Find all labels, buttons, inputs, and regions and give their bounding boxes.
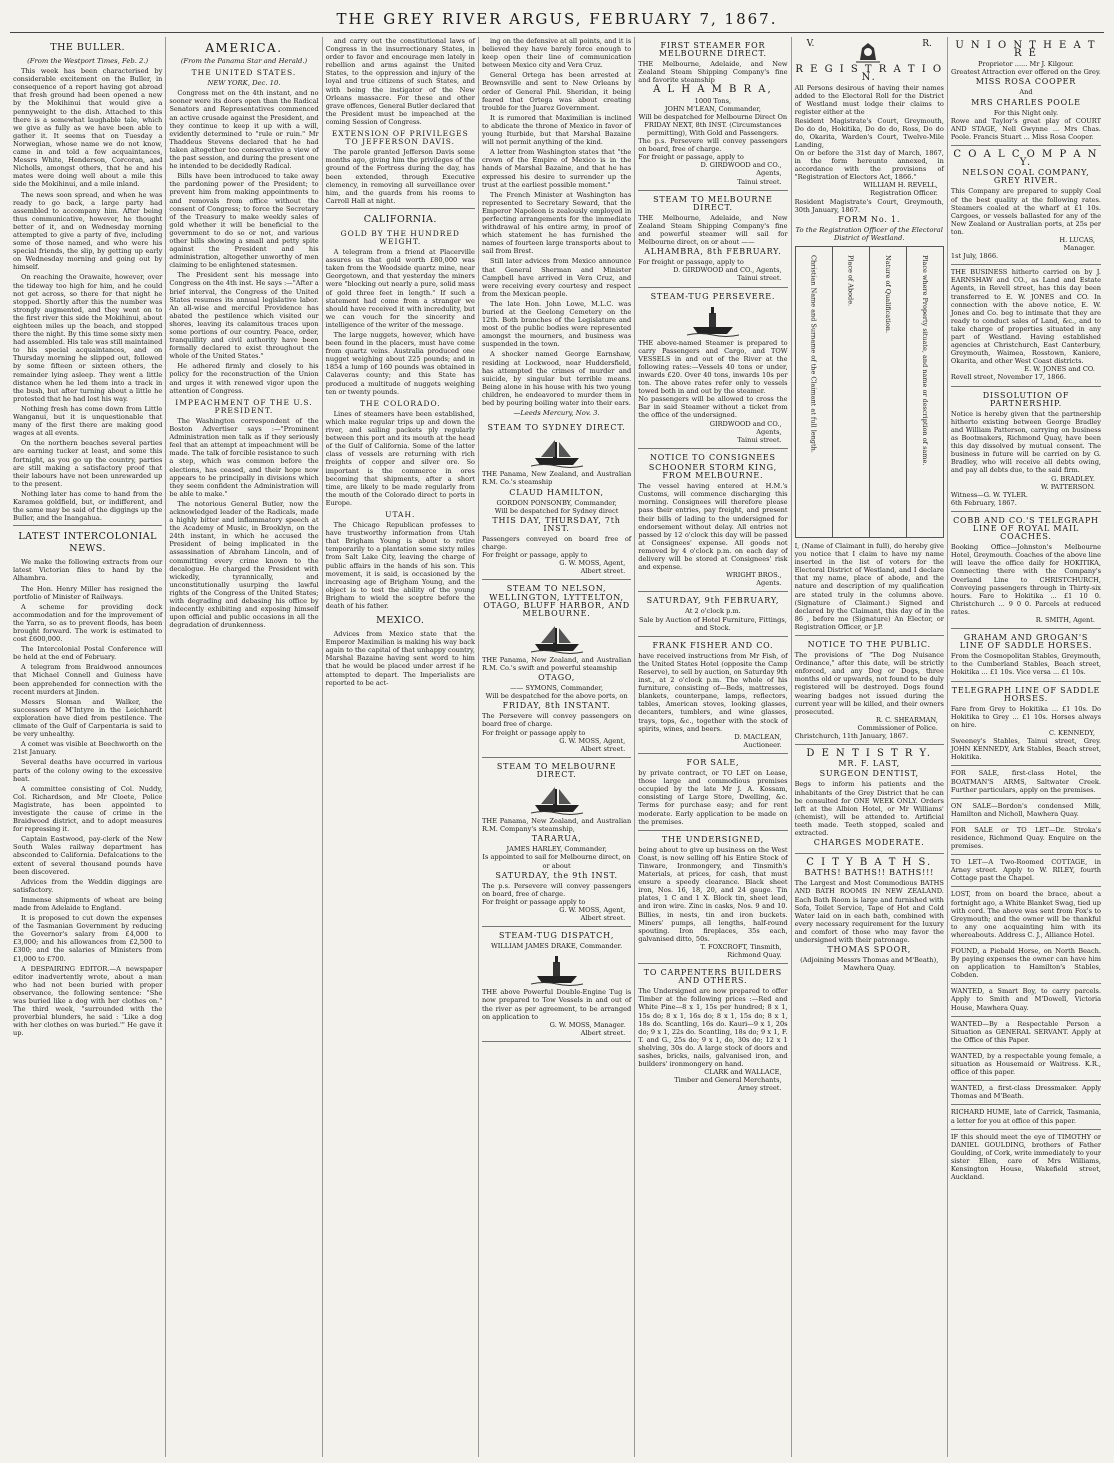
ad-address: Albert street. xyxy=(580,914,626,923)
ad-date: Christchurch, 11th January, 1867. xyxy=(794,732,909,741)
ad-body: The Undersigned are now prepared to offer Timber at the following prices :—Red and White Pine—8 x 1, 15s per hundred; 8 x 1, 15s do; 8 x 1, 16s do; 8 x 1, 15s do; 8 x 1, 18s do. Scantling, 16s do. Kauri—9 x 1, 20s do; 9 x 1, 22s do. Scantling, 18s do; 9 x 1, F. T. and G., 25s do; 9 x 1, do, 30s do; 12 x 1 shelving, 30s do. A large stock of doors and sashes, bricks, nails, galvanised iron, and builders' ironmongery on hand. xyxy=(638,987,788,1069)
classified-text: TO LET—A Two-Roomed COTTAGE, in Arney street. Apply to W. RILEY, fourth Cottage past the Chapel. xyxy=(950,858,1102,883)
ship-master: JAMES HARLEY, Commander, xyxy=(506,845,607,854)
ad-title: NOTICE TO THE PUBLIC. xyxy=(807,640,931,649)
ad-contact: For freight or passage apply to xyxy=(481,897,586,906)
tugboat-icon xyxy=(687,303,739,337)
classified-text: ON SALE—Bordon's condensed Milk, Hamilton and Nicholl, Mawhera Quay. xyxy=(950,801,1102,818)
ad-title: STEAM TO MELBOURNE DIRECT. xyxy=(653,194,773,212)
ad-title: STEAM TO MELBOURNE DIRECT. xyxy=(496,761,617,779)
ad-title: DISSOLUTION OF PARTNERSHIP. xyxy=(982,390,1070,408)
ad-role: Commissioner of Police. xyxy=(857,723,938,732)
royal-crest-icon xyxy=(853,40,883,64)
ad-subtitle: NELSON COAL COMPANY, GREY RIVER. xyxy=(962,168,1090,186)
article-paragraph: The Chicago Republican professes to have trustworthy information from Utah that Brigham Young is about to retire temporarily to a plantation some sixty miles from Salt Lake City, leaving the charge of public affairs in the hands of his son. This movement, it is said, is occasioned by the increasing age of Brigham Young, and the object is to test the ability of the young Brigham to wield the sceptre before the death of his father. xyxy=(325,521,475,610)
ad-address: (Adjoining Messrs Thomas and M'Beath), Mawhera Quay. xyxy=(800,956,939,973)
article-paragraph: The large nuggets, however, which have been found in the placers, must have come from quartz veins. Australia produced one nugget weighing about 225 pounds; and in 1854 a lump of 160 pounds was obtained in Calaveras county; and this State has produced a multitude of nuggets weighing ten or twenty pounds. xyxy=(325,331,475,396)
classified-ad xyxy=(951,799,1101,823)
ad-body: From the Cosmopolitan Stables, Greymouth, to the Cumberland Stables, Beach street, Hokitika ... £1 10s. Vice versa ... £1 10s. xyxy=(950,652,1102,677)
article-paragraph: The news soon spread, and when he was ready to go back, a large party had assembled to accompany him. After being thus communicative, however, he thought better of it, and on Wednesday morning attempted to give a party of five, including some of those named, and who were his special friends, the slip, by getting up early on Wednesday morning and going out by himself. xyxy=(13,190,163,272)
article-paragraph: A shocker named George Earnshaw, residing at Lockwood, near Huddersfield, has attempted the crimes of murder and suicide, by singular but terrible means. Being alone in his house with his two young children, he endeavored to murder them in bed by pouring boiling water into their ears. xyxy=(481,350,632,408)
ad-registration xyxy=(795,37,944,636)
ad-cobb-coaches xyxy=(951,512,1101,629)
ad-body: Fare from Grey to Hokitika ... £1 10s. Do Hokitika to Grey ... £1 10s. Horses always on hire. xyxy=(950,704,1102,729)
ship-master: WILLIAM JAMES DRAKE, Commander. xyxy=(490,942,623,951)
heading-mexico: MEXICO. xyxy=(376,615,425,627)
ad-title: NOTICE TO CONSIGNEES xyxy=(649,452,776,462)
sailing-date: ALHAMBRA, 8th FEBRUARY. xyxy=(644,247,782,257)
ad-title: STEAM TO SYDNEY DIRECT. xyxy=(487,423,626,433)
classified-ad xyxy=(951,766,1101,798)
ad-signature: THOMAS SPOOR, xyxy=(827,945,912,955)
classified-ad xyxy=(951,823,1101,855)
form-column-header: Place where Property situate, and name or description of same. xyxy=(920,254,929,466)
ad-contact: For freight or passage apply to xyxy=(481,728,586,737)
article-paragraph: The President sent his message into Congress on the 4th inst. He says :—"After a brief interval, the Congress of the United States resumes its annual legislative labor. An all-wise and merciful Providence has abated the pestilence which visited our shores, leaving its calamitous traces upon some portions of our country. Peace, order, tranquillity and civil authority have been formally declared to exist throughout the whole of the United States." xyxy=(169,271,319,361)
ad-timber xyxy=(638,964,787,1096)
classified-text: FOR SALE or TO LET—Dr. Stroka's residence, Richmond Quay. Enquire on the premises. xyxy=(950,825,1102,851)
ad-role: Auctioneer. xyxy=(743,740,782,749)
ad-address: Sweeney's Stables, Tainui street, Grey. JOHN KENNEDY, Ark Stables, Beach street, Hokitika. xyxy=(950,737,1102,762)
article-paragraph: A committee consisting of Col. Nuddy, Col. Richardson, and Mr Cloete, Police Magistrate, has been appointed to investigate the cause of crime in the Braidwood district, and to adopt measures for repressing it. xyxy=(13,784,163,834)
classified-ad xyxy=(951,887,1101,944)
ad-agent: CLARK and WALLACE, xyxy=(704,1068,782,1077)
classified-text: RICHARD HUME, late of Carrick, Tasmania, a letter for you at office of this paper. xyxy=(950,1108,1102,1125)
ad-signature: C. KENNEDY, xyxy=(1049,729,1096,738)
ad-signature: R. C. SHEARMAN, xyxy=(875,715,938,724)
ad-body: THE above Powerful Double-Engine Tug is now prepared to Tow Vessels in and out of the river as per agreement, to be arranged on application to xyxy=(481,988,632,1021)
article-paragraph: We make the following extracts from our latest Victorian files to hand by the Alhambra. xyxy=(13,558,163,583)
classified-text: WANTED, a first-class Dressmaker. Apply Thomas and M'Beath. xyxy=(950,1084,1102,1101)
article-paragraph: Advices from Mexico state that the Emperor Maximilian is making his way back again to the capital of that unhappy country, Marshal Bazaine having sent word to him that he would be placed under arrest if he attempted to depart. The Imperialists are reported to be act- xyxy=(325,630,475,687)
source-line: (From the Westport Times, Feb. 2.) xyxy=(27,57,149,65)
article-paragraph: Lines of steamers have been established, which make regular trips up and down the river, and sailing packets ply regularly between this port and its mouth at the head of the Gulf of California. Some of the latter class of vessels are returning with rich freights of copper and silver ore. So important is the commerce in ores becoming that shipments, after a short time, are likely to be made regularly from the mouth of the Colorado direct to ports in Europe. xyxy=(325,409,475,507)
ad-body: THE Melbourne, Adelaide, and New Zealand Steam Shipping Company's fine and powerful steamer will sail for Melbourne direct, on or about —— xyxy=(638,213,788,247)
ad-role: Timber and General Merchants, xyxy=(674,1076,782,1085)
article-paragraph: Still later advices from Mexico announce that General Sherman and Minister Campbell have arrived in Vera Cruz, and were receiving every courtesy and respect from the Mexican people. xyxy=(481,257,632,298)
ad-body: Greatest Attraction ever offered on the Grey. xyxy=(951,68,1101,77)
ad-agent: D. GIRDWOOD and CO., Agents, xyxy=(673,266,782,275)
heading-america: AMERICA. xyxy=(205,41,283,55)
ad-address: Tainui street. xyxy=(737,274,782,283)
ad-contact: For freight or passage, apply to xyxy=(638,258,744,267)
heading-buller: THE BULLER. xyxy=(50,42,126,53)
ad-body: The Largest and Most Commodious BATHS AND BATH ROOMS IN NEW ZEALAND. Each Bath Room is large and furnished with Sofa, Toilet Service, Tape of Hot and Cold Water laid on in each bath, combined with every necessary requirement for the luxury and comfort of those who may favor the undersigned with their patronage. xyxy=(794,879,944,944)
divider xyxy=(13,525,162,526)
ad-and: And xyxy=(1019,88,1033,97)
form-column xyxy=(907,247,943,537)
ad-agent: GIRDWOOD and CO., xyxy=(709,419,782,428)
ad-coal-company xyxy=(951,146,1101,265)
form-declaration: I, (Name of Claimant in full), do hereby give you notice that I claim to have my name inserted in the list of voters for the Electoral District of Westland, and I declare that my name, place of abode, and the nature and description of my qualification are stated truly in the columns above. (Signature of Claimant.) Signed and declared by the Claimant, this day of in the 86 , before me (Signature) An Elector, or Registration Officer, or J.P. xyxy=(794,541,944,631)
ad-saddle-horses xyxy=(951,629,1101,681)
ad-agent: G. W. MOSS, Agent, xyxy=(559,736,626,745)
column-2 xyxy=(166,37,322,1457)
ad-footer: CHARGES MODERATE. xyxy=(813,838,925,848)
ad-title: GRAHAM AND GROGAN'S LINE OF SADDLE HORSES. xyxy=(959,633,1093,651)
ad-signature: H. LUCAS, xyxy=(1059,235,1096,244)
article-paragraph: The Intercolonial Postal Conference will be held at the end of February. xyxy=(13,645,163,662)
article-paragraph: A DESPAIRING EDITOR.—A newspaper editor inadvertently wrote, about a man who had not been buried with proper observance, the following sentence: "She was buried like a dog with her clothes on." The third week, "surrounded with the proverbial blunders, he said : 'Like a dog with her clothes on was buried.'" He gave it up. xyxy=(13,964,163,1038)
ship-master: GORDON PONSONBY, Commander, xyxy=(496,498,617,507)
classified-text: IF this should meet the eye of TIMOTHY or DANIEL GOULDING, brothers of Father Goulding, of Cork, write immediately to your sister Ellen, care of Mrs Williams, Kensington House, Wakefield street, Auckland. xyxy=(950,1132,1102,1182)
column-4 xyxy=(479,37,635,1457)
article-paragraph: Nothing fresh has come down from Little Wanganui, but it is unquestionable that many of the first there are making good wages at all events. xyxy=(13,404,163,438)
ad-body: THE BUSINESS hitherto carried on by J. EARNSHAW and CO., as Land and Estate Agents, in Revell street, has this day been transferred to E. W. JONES and CO. In connection with the above notice, E. W. Jones and Co. beg to intimate that they are ready to conduct sales of Land, &c., and to take charge of properties situated in any part of Westland. Having established agencies at Christchurch, East Canterbury, Greymouth, Waimea, Rosstown, Kaniere, Okarita, and other West Coast districts. xyxy=(950,268,1102,366)
ad-note: The p.s. Persevere will convey passengers on board, free of charge. xyxy=(481,881,632,898)
ad-body: Booking Office—Johnston's Melbourne Hotel, Greymouth. Coaches of the above line will leave the office daily for HOKITIKA, Connecting there with the Company's Overland Line to CHRISTCHURCH, Conveying passengers through in Thirty-six hours. Fare to Hokitika ... £1 10 0. Christchurch ... 9 0 0. Parcels at reduced rates. xyxy=(950,543,1102,616)
article-paragraph: Captain Eastwood, pay-clerk of the New South Wales railway department has absconded to California. Defalcations to the extent of several thousand pounds have been discovered. xyxy=(13,835,163,876)
dentist-name: MR. F. LAST, xyxy=(838,759,900,769)
ad-role: Agents. xyxy=(756,579,782,588)
ad-notice-public xyxy=(795,636,944,745)
article-paragraph: It is rumored that Maximilian is inclined to abdicate the throne of Mexico in favor of young Iturbide, but that Marshal Bazaine will not permit anything of the kind. xyxy=(481,113,632,147)
form-title: FORM No. 1. xyxy=(838,214,901,224)
article-paragraph: On reaching the Orawaite, however, over the tideway too high for him, and he could not get across, so there for that night he stopped. Shortly after this the number was strongly augmented, and they went on to the first river this side the Mokihinui, about eighteen miles up the beach, and stopped there the night. By this time some sixty men had assembled. His tale was still maintained to his special acquaintances, and on Thursday morning he slipped out, followed by some fifteen or sixteen others, the remainder lying asleep. They went a little distance when he led them into a track in the bush, but after turning about a little he protested that he had lost his way. xyxy=(13,273,163,403)
subheading: THE COLORADO. xyxy=(359,398,441,408)
ad-first-steamer xyxy=(638,37,787,191)
classified-text: WANTED, a Smart Boy, to carry parcels. Apply to Smith and M'Dowell, Victoria House, Mawhera Quay. xyxy=(950,987,1102,1012)
ad-auction-sale xyxy=(638,592,787,636)
ad-witness: Witness—G. W. TYLER. xyxy=(950,490,1028,499)
dateline: NEW YORK, Dec. 10. xyxy=(207,79,281,88)
ad-play: Rowe and Taylor's great play of COURT AND STAGE, Nell Gwynne ... Mrs Chas. Poole. Francis Stuart ... Miss Rosa Cooper. xyxy=(950,116,1102,141)
subheading: EXTENSION OF PRIVILEGES TO JEFFERSON DAVIS. xyxy=(331,129,469,147)
sale-date: SATURDAY, 9th FEBRUARY, xyxy=(646,596,780,606)
sale-time: At 2 o'clock p.m. xyxy=(685,607,741,616)
ad-date: 6th February, 1867. xyxy=(950,498,1017,507)
sailing-date: FRIDAY, 8th INSTANT. xyxy=(502,701,611,711)
column-1 xyxy=(10,37,166,1457)
ad-agent: G. W. MOSS, Manager. xyxy=(549,1020,626,1029)
ad-text: Is appointed to sail for Melbourne direct, on or about xyxy=(482,853,631,870)
article-paragraph: The French Minister at Washington has represented to Secretary Seward, that the Emperor Napoleon is zealously employed in perfecting arrangements for the immediate withdrawal of his entire army, in proof of which statement he has furnished the names of fourteen large transports about to sail from Brest. xyxy=(481,190,632,256)
ad-title: C I T Y B A T H S. xyxy=(806,857,933,869)
cipher-r: R. xyxy=(922,39,932,49)
performer-name: MRS CHARLES POOLE xyxy=(971,97,1081,107)
article-paragraph: The Hon. Henry Miller has resigned the portfolio of Minister of Railways. xyxy=(13,584,163,601)
ship-master: —— SYMONS, Commander, xyxy=(510,684,604,693)
ad-title: FOR SALE, xyxy=(686,757,740,767)
ad-address: Revell street, November 17, 1866. xyxy=(950,373,1066,382)
royal-cipher xyxy=(795,40,944,64)
article-paragraph: The parole granted Jefferson Davis some months ago, giving him the privileges of the ground of the Fortress during the day, has been extended, through Executive clemency, in removing all surveillance over him, and the guards from his rooms to Carroll Hall at night. xyxy=(325,148,475,205)
ad-address: Tainui street. xyxy=(737,435,782,444)
ad-body: The provisions of "The Dog Nuisance Ordinance," after this date, will be strictly enforced, and any Dog or Dogs, three months old or upwards, not found to be duly registered will be destroyed. Dogs found wearing badges not issued during the current year will be killed, and their owners prosecuted. xyxy=(794,651,944,716)
ad-city-baths xyxy=(795,854,944,976)
ad-agent: D. MACLEAN, xyxy=(734,732,782,741)
ad-telegraph-horses xyxy=(951,682,1101,767)
article-paragraph: Congress met on the 4th instant, and no sooner were its doors open than the Radical Senators and Representatives commenced an active crusade against the President, and they continue to keep it up with a will, evidently determined to "rule or ruin." Mr Thaddeus Stevens declared that he had taken altogether too conservative a view of the past session, and during the present one he intended to be decidedly Radical. xyxy=(169,89,319,171)
ad-body: THE Panama, New Zealand, and Australian R.M. Co.'s swift and powerful steamship xyxy=(481,655,632,672)
ad-title: STEAM TO NELSON, WELLINGTON, LYTTELTON, OTAGO, BLUFF HARBOR, AND MELBOURNE. xyxy=(483,584,630,618)
article-paragraph: The Washington correspondent of the Boston Advertiser says :—"Prominent Administration men talk as if they seriously feel that an attempt at impeachment will be made. The talk of forcible resistance to such a step, which was common before the elections, has ceased, and their hope now appears to be principally in divisions which they seem confident the Administration will be able to make." xyxy=(169,416,319,498)
ad-title: U N I O N T H E A T R E xyxy=(955,40,1097,60)
ad-note: No passengers will be allowed to cross the Bar in said Steamer without a ticket from the office of the undersigned. xyxy=(638,395,788,420)
ad-subtitle: SCHOONER STORM KING, FROM MELBOURNE. xyxy=(648,462,777,481)
article-paragraph: Messrs Sloman and Walker, the successors of M'Intyre in the Leichhardt exploration have died from pestilence. The climate of the Gulf of Carpentaria is said to be very unhealthy. xyxy=(13,697,163,739)
article-paragraph: A comet was visible at Beechworth on the 21st January. xyxy=(13,740,163,757)
form-column-header: Christian Name and Surname of the Claimant at full length. xyxy=(809,254,818,453)
article-paragraph: Advices from the Weddin diggings are satisfactory. xyxy=(13,877,163,894)
ad-body: Sale by Auction of Hotel Furniture, Fittings, and Stock. xyxy=(638,615,787,632)
article-paragraph: and carry out the constitutional laws of Congress in the insurrectionary States, in order to favor and encourage men lately in rebellion and arms against the United States, to the oppression and injury of the loyal and true citizens of such States, and with being the instigator of the New Orleans massacre. For these and other grave offences, General Butler declared that the President must be impeached at the coming Session of Congress. xyxy=(325,37,475,126)
ad-date: 1st July, 1866. xyxy=(950,252,999,261)
article-paragraph: General Ortega has been arrested at Brownsville and sent to New Orleans by order of General Phil. Sheridan, it being feared that Ortega was about creating trouble for the Juarez Government. xyxy=(481,71,632,112)
dentist-role: SURGEON DENTIST, xyxy=(819,769,919,779)
ad-contact: For freight or passage, apply to xyxy=(481,551,588,560)
ship-name: OTAGO, xyxy=(538,673,576,682)
heading-intercolonial: LATEST INTERCOLONIAL NEWS. xyxy=(18,531,157,555)
ad-tug-dispatch xyxy=(482,927,631,1042)
classified-ad xyxy=(951,1017,1101,1049)
ad-title: D E N T I S T R Y. xyxy=(806,748,933,760)
heading-california: CALIFORNIA. xyxy=(363,213,437,225)
form-column xyxy=(870,247,907,537)
subheading: IMPEACHMENT OF THE U.S. PRESIDENT. xyxy=(175,397,313,415)
ad-for-sale-premises xyxy=(638,754,787,831)
article-paragraph: The notorious General Butler, now the acknowledged leader of the Radicals, made a highly bitter and inflammatory speech at the Academy of Music, in Brooklyn, on the 24th instant, in which he accused the President of being implicated in the assassination of Abraham Lincoln, and of committing every crime known to the decalogue. He charged the President with wickedly, tyrannically, and unconstitutionally usurping the lawful rights of the Congress of the United States; with degrading and debasing his office by indecently exhibiting and exposing himself upon official and public occasions in all the degradation of drunkenness. xyxy=(169,499,319,630)
ad-note: The p.s. Persevere will convey passengers on board, free of charge. xyxy=(638,137,788,154)
column-5 xyxy=(635,37,791,1457)
article-paragraph: It is proposed to cut down the expenses of the Tasmanian Government by reducing the Governor's salary from £4,000 to £3,000; and his allowances from £2,500 to £300; and the salaries of Ministers from £1,000 to £700. xyxy=(13,914,163,963)
classified-ad xyxy=(951,984,1101,1016)
tugboat-icon xyxy=(531,952,583,986)
ad-frank-fisher xyxy=(638,637,787,754)
ad-body: THE Panama, New Zealand, and Australian R.M. Company's steamship, xyxy=(481,817,632,834)
ad-title: STEAM-TUG PERSEVERE. xyxy=(650,291,776,301)
column-7 xyxy=(948,37,1104,1457)
subheading: THE UNITED STATES. xyxy=(191,68,297,78)
masthead: THE GREY RIVER ARGUS, FEBRUARY 7, 1867. xyxy=(10,6,1104,33)
ad-body: Notice is hereby given that the partnership hitherto existing between George Bradley and William Patterson, carrying on business as Bootmakers, Richmond Quay, have been this day dissolved by mutual consent. The business in future will be carried on by G. Bradley, who will receive all debts owing, and pay all debts due, to the said firm. xyxy=(950,409,1102,475)
article-paragraph: This week has been characterised by considerable excitement on the Buller, in consequence of a report having got abroad that fresh ground had been opened a new by the Mokihinui that would give a pennyweight to the dish. Attached to this there is a somewhat laughable tale, which we give as fully as we have been able to gather it. It seems that on Tuesday a Norwegian, whose name we do not know, came in and told a few acquaintances, Messrs White, Henderson, Corcoran, and Nicholls, amongst others, that he and his mates were doing well about a mile this side the Mokihinui, and a mile inland. xyxy=(13,67,163,189)
classified-ad xyxy=(951,1130,1101,1186)
ad-tinware-sale xyxy=(638,831,787,964)
ad-address: Albert street. xyxy=(580,744,626,753)
ad-role: Agents, xyxy=(756,169,782,178)
ad-address: Resident Magistrate's Court, Greymouth, 30th January, 1867. xyxy=(794,197,944,214)
article-paragraph: A scheme for providing dock accommodation and for the improvement of the Yarra, so as to prevent floods, has been brought forward. The work is estimated to cost £600,000. xyxy=(13,602,163,644)
steamship-icon xyxy=(531,620,583,654)
ad-role: Agents, xyxy=(756,427,782,436)
ad-signature: G. BRADLEY. xyxy=(1051,474,1096,483)
ad-body: THE above-named Steamer is prepared to carry Passengers and Cargo, and TOW VESSELS in and out of the River at the following rates:—Vessels 40 tons or under, inwards £20. Over 40 tons, inwards 10s per ton. The above rates refer only to vessels towed both in and out by the steamer. xyxy=(638,338,788,396)
ad-address: Richmond Quay. xyxy=(727,951,782,959)
article-paragraph: A telegram from a friend at Placerville assures us that gold worth £80,000 was taken from the Woodside quartz mine, near Georgetown, and that yesterday the miners were "blocking out nearly a pure, solid mass of gold three feet in length." If such a statement had come from a stranger we should have received it with incredulity, but we can vouch for the sincerity and intelligence of the writer of the message. xyxy=(325,248,475,329)
classified-text: LOST, from on board the brace, about a fortnight ago, a White Blanket Swag, tied up with cord. The above was sent from Fox's to Greymouth; and the owner will be thankful to any one acquainting him with its whereabouts. Address C. J., Alliance Hotel. xyxy=(950,890,1102,939)
column-3 xyxy=(323,37,479,1457)
ad-proprietor: Proprietor ...... Mr J. Kilgour. xyxy=(977,60,1074,69)
sailing-date: THIS DAY, THURSDAY, 7th INST. xyxy=(492,515,621,533)
ad-body: THE Melbourne, Adelaide, and New Zealand Steam Shipping Company's fine and favorite steamship xyxy=(638,60,788,85)
steamship-icon xyxy=(531,434,583,468)
ad-steam-nelson xyxy=(482,580,631,757)
classified-ad xyxy=(951,855,1101,887)
subheading: GOLD BY THE HUNDRED WEIGHT. xyxy=(340,228,460,246)
ad-note: Passengers conveyed on board free of charge. xyxy=(481,534,632,552)
ad-body: This Company are prepared to supply Coal of the best quality at the following rates. Steamers coaled at the wharf at £1 10s. Cargoes, or vessels ballasted for any of the New Zealand or Australian ports, at 25s per ton. xyxy=(950,187,1102,236)
ad-slogan: BATHS! BATHS!! BATHS!!! xyxy=(804,868,935,878)
form-column-header: Place of Abode. xyxy=(846,254,855,307)
ad-places: Resident Magistrate's Court, Greymouth, Do do do, Hokitika, Do do do, Ross, Do do do, Okarita, Warden's Court, Twelve-Mile Landing, xyxy=(794,116,944,149)
source-line: (From the Panama Star and Herald.) xyxy=(180,57,308,65)
classified-ad xyxy=(951,944,1101,984)
ad-text: Will be despatched for Sydney direct xyxy=(494,506,619,515)
ad-signature: E. W. JONES and CO. xyxy=(1024,365,1096,374)
ad-body: THE Panama, New Zealand, and Australian R.M. Co.'s steamship xyxy=(481,470,632,487)
form-recipient: To the Registration Officer of the Electoral District of Westland. xyxy=(795,225,943,242)
form-column xyxy=(833,247,870,537)
article-paragraph: A telegram from Braidwood announces that Michael Connell and Guiness have been apprehended for connection with the recent murders at Jinden. xyxy=(13,663,163,696)
ad-address: Albert street. xyxy=(580,567,626,576)
ad-title: C O A L C O M P A N Y. xyxy=(953,149,1099,169)
ad-steam-sydney xyxy=(482,419,631,580)
ad-agent: G. W. MOSS, Agent, xyxy=(559,559,626,568)
cipher-v: V. xyxy=(806,39,815,49)
classified-ad xyxy=(951,1081,1101,1105)
ad-address: Arney street. xyxy=(737,1084,782,1093)
ship-name: A L H A M B R A, xyxy=(653,84,773,96)
ad-signature: W. PATTERSON. xyxy=(1040,482,1096,491)
ad-body: All Persons desirous of having their names added to the Electoral Roll for the District of Westland must lodge their claims to register either at the xyxy=(794,84,944,117)
ship-name: CLAUD HAMILTON, xyxy=(509,487,604,497)
ad-dissolution xyxy=(951,387,1101,512)
ad-union-theatre xyxy=(951,37,1101,146)
article-paragraph: Several deaths have occurred in various parts of the colony owing to the excessive heat. xyxy=(13,758,163,783)
article-paragraph: He adhered firmly and closely to his policy for the reconstruction of the Union and urges it with renewed vigor upon the attention of Congress. xyxy=(169,362,319,395)
ad-tug-persevere xyxy=(638,288,787,449)
ad-title: THE UNDERSIGNED, xyxy=(661,834,764,844)
ad-text: Will be despatched for Melbourne Direct On FRIDAY NEXT, 8th INST. (Circumstances permitting), With Gold and Passengers. xyxy=(638,112,788,137)
ad-title: TELEGRAPH LINE OF SADDLE HORSES. xyxy=(951,685,1101,703)
classified-text: WANTED, by a respectable young female, a situation as Housemaid or Waitress. K.R., office of this paper. xyxy=(950,1051,1102,1077)
form-column xyxy=(796,247,833,537)
ad-steam-melbourne xyxy=(482,758,631,927)
ad-agent: D. GIRDWOOD and CO., xyxy=(700,161,782,170)
ship-master: JOHN M'LEAN, Commander, xyxy=(664,104,761,113)
form-column-header: Nature of Qualification. xyxy=(883,254,892,333)
ad-business-transfer xyxy=(951,265,1101,386)
column-6 xyxy=(792,37,948,1457)
classified-text: FOR SALE, first-class Hotel, the BOATMAN'S ARMS, Saltwater Creek. Further particulars, apply on the premises. xyxy=(950,769,1102,794)
ad-role: Registration Officer. xyxy=(870,189,938,198)
sailing-date: SATURDAY, the 9th INST. xyxy=(495,870,618,880)
ad-body: by private contract, or TO LET on Lease, those large and commodious premises occupied by the late Mr J. A. Kossam, consisting of Large Store, Dwelling, &c. Terms for purchase easy; and for rent moderate. Early application to be made on the premises. xyxy=(638,769,788,826)
ad-title: COBB AND CO.'S TELEGRAPH LINE OF ROYAL MAIL COACHES. xyxy=(953,515,1099,542)
ad-title: R E G I S T R A T I O N. xyxy=(795,64,944,84)
classified-text: FOUND, a Piebald Horse, on North Beach. By paying expenses the owner can have him on application to Hamilton's Stables, Cobden. xyxy=(950,947,1102,980)
ad-note: The Persevere will convey passengers on board free of charge. xyxy=(481,712,632,729)
ad-body: On or before the 31st day of March, 1867, in the form hereunto annexed, in accordance with the provisions of "Registration of Electors Act, 1866." xyxy=(794,148,944,182)
performer-name: MISS ROSA COOPER xyxy=(975,77,1077,87)
ad-role: Manager. xyxy=(1063,244,1096,253)
article-paragraph: Immense shipments of wheat are being made from Adelaide to England. xyxy=(13,895,163,912)
ad-body: Begs to inform his patients and the inhabitants of the Grey District that he can be consulted for ONE WEEK ONLY. Orders left at the Albion Hotel, or Mr Williams' (chemist), will be attended to. Artificial teeth made. Teeth stopped, scaled and extracted. xyxy=(794,780,944,837)
ad-night: For this Night only. xyxy=(993,108,1059,117)
article-paragraph: The late Hon. John Lowe, M.L.C. was buried at the Geelong Cemetery on the 12th. Both branches of the Legislature and most of the public bodies were represented amongst the mourners, and business was suspended in the town. xyxy=(481,299,632,349)
ship-tonnage: 1000 Tons, xyxy=(694,96,732,105)
credit-line: —Leeds Mercury, Nov. 3. xyxy=(513,409,600,418)
article-paragraph: Bills have been introduced to take away the pardoning power of the President; to prevent him from making appointments to and removals from office without the consent of Congress; to force the Secretary of the Treasury to make weekly sales of gold whether it will be beneficial to the government to do so or not, and various other bills showing a small and petty spite against the President and his administration, altogether unworthy of men claiming to be enlightened statesmen. xyxy=(169,172,319,270)
ad-agent: WRIGHT BROS., xyxy=(726,571,782,580)
ad-address: Albert street. xyxy=(580,1028,626,1037)
article-paragraph: Nothing later has come to hand from the Karamea goldfield, but, or indifferent, and the same may be said of the diggings up the Buller, and the Inangahua. xyxy=(13,489,163,523)
ad-officer: WILLIAM H. REVELL, xyxy=(863,181,938,190)
ship-name: TARARUA, xyxy=(531,834,582,844)
classified-ad xyxy=(951,1105,1101,1129)
ad-notice-consignees xyxy=(638,449,787,593)
ad-body: being about to give up business on the West Coast, is now selling off his Entire Stock of Tinware, Ironmongery, and Tinsmith's Materials, at prices, for cash, that must ensure a speedy clearance. Black sheet iron, Nos. 16, 18, 20, and 24 gauge. Tin plates, 1 C and 1 X. Block tin, sheet lead, and iron wire. Zinc in casks, Nos. 9 and 10. Billies, in nests, tin and iron buckets. Miners' pumps, all lengths, half-round spouting. Iron fireplaces, 35s each, galvanised ditto, 50s. xyxy=(638,845,788,943)
divider xyxy=(326,208,475,209)
ad-address: Tainui street. xyxy=(737,177,782,186)
article-paragraph: On the northern beaches several parties are earning tucker at least, and some this fortnight, as you go up the country, parties are still making a satisfactory proof that their labours have not been unrewarded up to the present. xyxy=(13,439,163,488)
ad-signature: R. SMITH, Agent. xyxy=(1035,616,1096,624)
ad-title: STEAM-TUG DISPATCH, xyxy=(498,931,615,941)
ad-steam-melbourne-direct xyxy=(638,191,787,288)
ad-contact: For freight or passage, apply to xyxy=(638,153,744,162)
ad-body: The vessel having entered at H.M.'s Customs, will commence discharging this morning. Consignees will therefore please pass their entries, pay freight, and present their bills of lading to the undersigned for endorsement without delay. All entries not passed by 12 o'clock this day will be passed at Consignees' expense. All goods not removed by 4 o'clock p.m. on each day of delivery will be stored at Consignees' risk and expense. xyxy=(638,482,788,572)
ad-text: Will be despatched for the above ports, on xyxy=(485,692,628,701)
ad-dentistry xyxy=(795,745,944,854)
ad-title: TO CARPENTERS BUILDERS AND OTHERS. xyxy=(643,968,783,986)
ad-body: have received instructions from Mr Fish, of the United States Hotel (opposite the Camp Reserve), to sell by auction, on Saturday 9th inst., at 2 o'clock p.m. The whole of his furniture, consisting of—Beds, mattresses, blankets, counterpane, lamps, reflectors, tables, American stoves, looking glasses, decanters, tumblers, and wine glasses, trays, tops, &c., together with the stock of spirits, wines, and beers. xyxy=(638,651,788,733)
registration-form-table xyxy=(795,246,944,538)
ad-title: FIRST STEAMER FOR MELBOURNE DIRECT. xyxy=(658,41,767,59)
subheading: UTAH. xyxy=(385,509,416,519)
ad-agent: T. FOXCROFT, Tinsmith, xyxy=(700,942,782,951)
columns xyxy=(10,37,1104,1457)
article-paragraph: A letter from Washington states that "the crown of the Empire of Mexico is in the hands of Marshal Bazaine, and that he has expressed his desire to surrender up the trust at the earliest possible moment." xyxy=(481,148,632,189)
classified-text: WANTED—By a Respectable Person a Situation as GENERAL SERVANT. Apply at the Office of this Paper. xyxy=(950,1019,1102,1044)
steamship-icon xyxy=(531,781,583,815)
ad-agent: G. W. MOSS, Agent, xyxy=(559,905,626,914)
ad-title: FRANK FISHER AND CO. xyxy=(652,640,774,650)
classified-ad xyxy=(951,1049,1101,1081)
article-paragraph: ing on the defensive at all points, and it is believed they have barely force enough to keep open their line of communication between Mexico city and Vera Cruz. xyxy=(481,37,632,70)
